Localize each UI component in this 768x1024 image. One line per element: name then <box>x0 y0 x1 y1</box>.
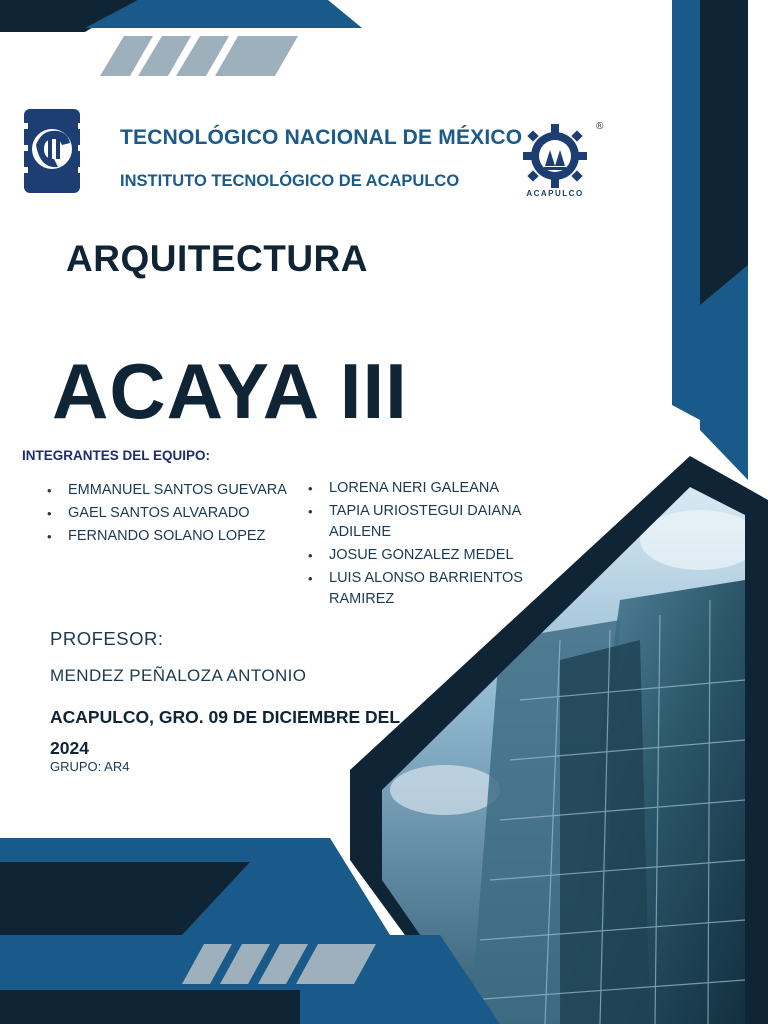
tecnm-logo-icon <box>22 105 86 197</box>
list-item: • FERNANDO SOLANO LOPEZ <box>45 526 310 547</box>
institution-name: TECNOLÓGICO NACIONAL DE MÉXICO <box>120 126 523 149</box>
list-item: • LORENA NERI GALEANA <box>306 478 566 499</box>
group-label: GRUPO: AR4 <box>50 759 130 774</box>
teacher-name: MENDEZ PEÑALOZA ANTONIO <box>50 666 307 685</box>
career-title: ARQUITECTURA <box>66 238 368 279</box>
teacher-label: PROFESOR: <box>50 628 164 649</box>
list-item: • EMMANUEL SANTOS GUEVARA <box>45 480 310 501</box>
project-title: ACAYA III <box>52 347 408 435</box>
place-and-date: ACAPULCO, GRO. 09 DE DICIEMBRE DEL 2024 <box>50 707 400 758</box>
list-item: • LUIS ALONSO BARRIENTOS RAMIREZ <box>306 568 566 610</box>
list-item: • TAPIA URIOSTEGUI DAIANA ADILENE <box>306 501 566 543</box>
seal-label: ACAPULCO <box>526 189 584 198</box>
list-item: • JOSUE GONZALEZ MEDEL <box>306 545 566 566</box>
team-heading: INTEGRANTES DEL EQUIPO: <box>22 448 211 463</box>
members-column-1 <box>45 480 310 549</box>
list-item: • GAEL SANTOS ALVARADO <box>45 503 310 524</box>
members-column-2 <box>306 478 566 612</box>
campus-name: INSTITUTO TECNOLÓGICO DE ACAPULCO <box>120 172 460 190</box>
registered-mark: ® <box>596 121 604 132</box>
ita-gear-seal-icon <box>514 120 596 198</box>
